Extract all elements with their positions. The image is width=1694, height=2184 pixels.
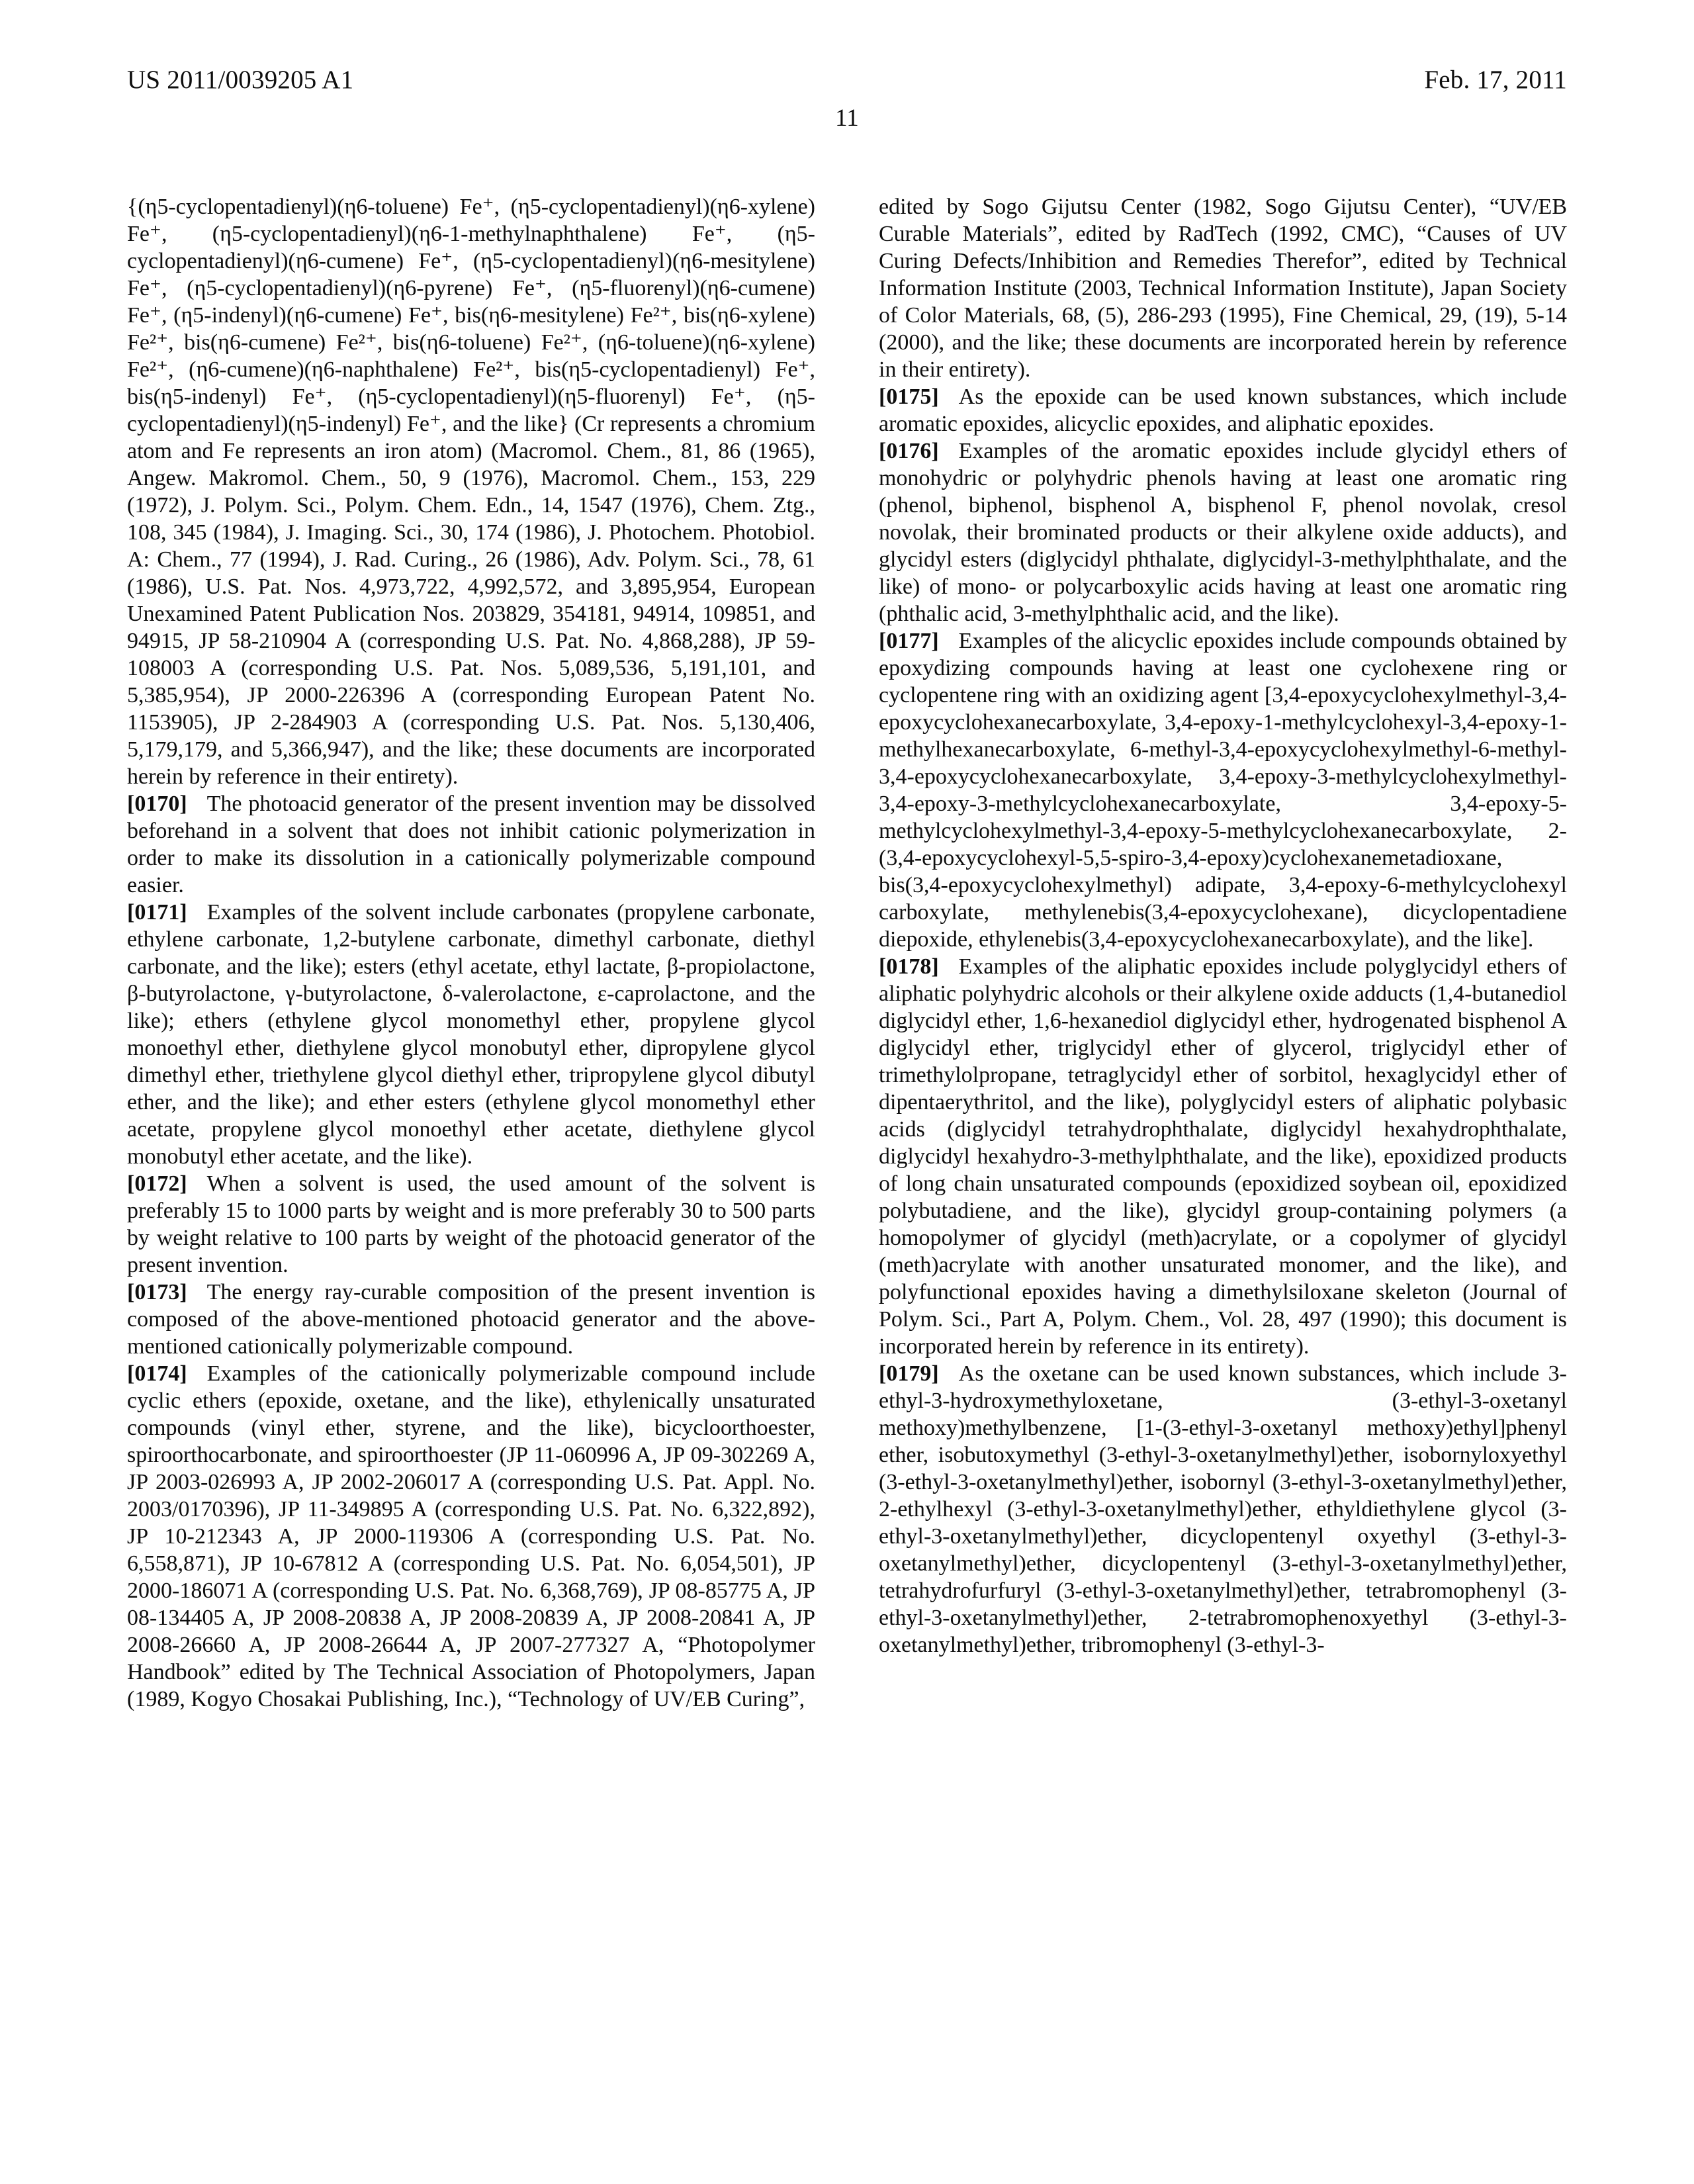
paragraph-number: [0179]: [879, 1361, 939, 1386]
paragraph: [0171] Examples of the solvent include carbonates (propylene carbonate, ethylene carbonate, 1,2-butylene carbonate, dimethyl carbonate, diethyl carbonate, and the like); esters (ethyl acetate, ethyl lactate, β-propiolactone, β-butyrolactone, γ-butyrolactone, δ-valerolactone, ε-caprolactone, and the like); ethers (ethylene glycol monomethyl ether, propylene glycol monoethyl ether, diethylene glycol monobutyl ether, dipropylene glycol dimethyl ether, triethylene glycol diethyl ether, tripropylene glycol dibutyl ether, and the like); and ether esters (ethylene glycol monomethyl ether acetate, propylene glycol monoethyl ether acetate, diethylene glycol monobutyl ether acetate, and the like).: [127, 900, 815, 1169]
right-column: [879, 193, 1567, 1713]
paragraph: [0175] As the epoxide can be used known substances, which include aromatic epoxides, alicyclic epoxides, and aliphatic epoxides.: [879, 385, 1567, 436]
paragraph-number: [0173]: [127, 1280, 187, 1304]
paragraph-continuation: {(η5-cyclopentadienyl)(η6-toluene) Fe⁺, (η5-cyclopentadienyl)(η6-xylene) Fe⁺, (η5-cyclopentadienyl)(η6-1-methylnaphthalene) Fe⁺, (η5-cyclopentadienyl)(η6-cumene) Fe⁺, (η5-cyclopentadienyl)(η6-mesitylene) Fe⁺, (η5-cyclopentadienyl)(η6-pyrene) Fe⁺, (η5-fluorenyl)(η6-cumene) Fe⁺, (η5-indenyl)(η6-cumene) Fe⁺, bis(η6-mesitylene) Fe²⁺, bis(η6-xylene) Fe²⁺, bis(η6-cumene) Fe²⁺, bis(η6-toluene) Fe²⁺, (η6-toluene)(η6-xylene) Fe²⁺, (η6-cumene)(η6-naphthalene) Fe²⁺, bis(η5-cyclopentadienyl) Fe⁺, bis(η5-indenyl) Fe⁺, (η5-cyclopentadienyl)(η5-fluorenyl) Fe⁺, (η5-cyclopentadienyl)(η5-indenyl) Fe⁺, and the like} (Cr represents a chromium atom and Fe represents an iron atom) (Macromol. Chem., 81, 86 (1965), Angew. Makromol. Chem., 50, 9 (1976), Macromol. Chem., 153, 229 (1972), J. Polym. Sci., Polym. Chem. Edn., 14, 1547 (1976), Chem. Ztg., 108, 345 (1984), J. Imaging. Sci., 30, 174 (1986), J. Photochem. Photobiol. A: Chem., 77 (1994), J. Rad. Curing., 26 (1986), Adv. Polym. Sci., 78, 61 (1986), U.S. Pat. Nos. 4,973,722, 4,992,572, and 3,895,954, European Unexamined Patent Publication Nos. 203829, 354181, 94914, 109851, and 94915, JP 58-210904 A (corresponding U.S. Pat. No. 4,868,288), JP 59-108003 A (corresponding U.S. Pat. Nos. 5,089,536, 5,191,101, and 5,385,954), JP 2000-226396 A (corresponding European Patent No. 1153905), JP 2-284903 A (corresponding U.S. Pat. Nos. 5,130,406, 5,179,179, and 5,366,947), and the like; these documents are incorporated herein by reference in their entirety).: [127, 195, 815, 789]
paragraph: [0179] As the oxetane can be used known substances, which include 3-ethyl-3-hydroxymethyloxetane, (3-ethyl-3-oxetanyl methoxy)methylbenzene, [1-(3-ethyl-3-oxetanyl methoxy)ethyl]phenyl ether, isobutoxymethyl (3-ethyl-3-oxetanylmethyl)ether, isobornyloxyethyl (3-ethyl-3-oxetanylmethyl)ether, isobornyl (3-ethyl-3-oxetanylmethyl)ether, 2-ethylhexyl (3-ethyl-3-oxetanylmethyl)ether, ethyldiethylene glycol (3-ethyl-3-oxetanylmethyl)ether, dicyclopentenyl oxyethyl (3-ethyl-3-oxetanylmethyl)ether, dicyclopentenyl (3-ethyl-3-oxetanylmethyl)ether, tetrahydrofurfuryl (3-ethyl-3-oxetanylmethyl)ether, tetrabromophenyl (3-ethyl-3-oxetanylmethyl)ether, 2-tetrabromophenoxyethyl (3-ethyl-3-oxetanylmethyl)ether, tribromophenyl (3-ethyl-3-: [879, 1361, 1567, 1657]
paragraph: [0176] Examples of the aromatic epoxides include glycidyl ethers of monohydric or polyhydric phenols having at least one aromatic ring (phenol, biphenol, bisphenol A, bisphenol F, phenol novolak, cresol novolak, their brominated products or their alkylene oxide adducts), and glycidyl esters (diglycidyl phthalate, diglycidyl-3-methylphthalate, and the like) of mono- or polycarboxylic acids having at least one aromatic ring (phthalic acid, 3-methylphthalic acid, and the like).: [879, 439, 1567, 626]
page-number: 11: [835, 105, 859, 132]
paragraph-continuation: edited by Sogo Gijutsu Center (1982, Sogo Gijutsu Center), “UV/EB Curable Materials”, edited by RadTech (1992, CMC), “Causes of UV Curing Defects/Inhibition and Remedies Therefor”, edited by Technical Information Institute (2003, Technical Information Institute), Japan Society of Color Materials, 68, (5), 286-293 (1995), Fine Chemical, 29, (19), 5-14 (2000), and the like; these documents are incorporated herein by reference in their entirety).: [879, 195, 1567, 382]
page-header: [127, 65, 1567, 95]
paragraph-number: [0176]: [879, 439, 939, 463]
paragraph: [0172] When a solvent is used, the used amount of the solvent is preferably 15 to 1000 parts by weight and is more preferably 30 to 500 parts by weight relative to 100 parts by weight of the photoacid generator of the present invention.: [127, 1171, 815, 1277]
left-column: [127, 193, 815, 1713]
paragraph: [0173] The energy ray-curable composition of the present invention is composed of the above-mentioned photoacid generator and the above-mentioned cationically polymerizable compound.: [127, 1280, 815, 1359]
paragraph: [0170] The photoacid generator of the present invention may be dissolved beforehand in a solvent that does not inhibit cationic polymerization in order to make its dissolution in a cationically polymerizable compound easier.: [127, 792, 815, 897]
paragraph-number: [0175]: [879, 385, 939, 409]
paragraph: [0177] Examples of the alicyclic epoxides include compounds obtained by epoxydizing compounds having at least one cyclohexene ring or cyclopentene ring with an oxidizing agent [3,4-epoxycyclohexylmethyl-3,4-epoxycyclohexanecarboxylate, 3,4-epoxy-1-methylcyclohexyl-3,4-epoxy-1-methylhexanecarboxylate, 6-methyl-3,4-epoxycyclohexylmethyl-6-methyl-3,4-epoxycyclohexanecarboxylate, 3,4-epoxy-3-methylcyclohexylmethyl-3,4-epoxy-3-methylcyclohexanecarboxylate, 3,4-epoxy-5-methylcyclohexylmethyl-3,4-epoxy-5-methylcyclohexanecarboxylate, 2-(3,4-epoxycyclohexyl-5,5-spiro-3,4-epoxy)cyclohexanemetadioxane, bis(3,4-epoxycyclohexylmethyl) adipate, 3,4-epoxy-6-methylcyclohexyl carboxylate, methylenebis(3,4-epoxycyclohexane), dicyclopentadiene diepoxide, ethylenebis(3,4-epoxycyclohexanecarboxylate), and the like].: [879, 629, 1567, 952]
paragraph-number: [0172]: [127, 1171, 187, 1196]
patent-number: US 2011/0039205 A1: [127, 66, 354, 94]
paragraph: [0174] Examples of the cationically polymerizable compound include cyclic ethers (epoxide, oxetane, and the like), ethylenically unsaturated compounds (vinyl ether, styrene, and the like), bicycloorthoester, spiroorthocarbonate, and spiroorthoester (JP 11-060996 A, JP 09-302269 A, JP 2003-026993 A, JP 2002-206017 A (corresponding U.S. Pat. Appl. No. 2003/0170396), JP 11-349895 A (corresponding U.S. Pat. No. 6,322,892), JP 10-212343 A, JP 2000-119306 A (corresponding U.S. Pat. No. 6,558,871), JP 10-67812 A (corresponding U.S. Pat. No. 6,054,501), JP 2000-186071 A (corresponding U.S. Pat. No. 6,368,769), JP 08-85775 A, JP 08-134405 A, JP 2008-20838 A, JP 2008-20839 A, JP 2008-20841 A, JP 2008-26660 A, JP 2008-26644 A, JP 2007-277327 A, “Photopolymer Handbook” edited by The Technical Association of Photopolymers, Japan (1989, Kogyo Chosakai Publishing, Inc.), “Technology of UV/EB Curing”,: [127, 1361, 815, 1711]
document-body: [127, 193, 1567, 1713]
paragraph-number: [0170]: [127, 792, 187, 816]
publication-date: Feb. 17, 2011: [1424, 66, 1567, 94]
paragraph-number: [0171]: [127, 900, 187, 925]
paragraph-number: [0177]: [879, 629, 939, 653]
paragraph-number: [0174]: [127, 1361, 187, 1386]
paragraph: [0178] Examples of the aliphatic epoxides include polyglycidyl ethers of aliphatic polyhydric alcohols or their alkylene oxide adducts (1,4-butanediol diglycidyl ether, 1,6-hexanediol diglycidyl ether, hydrogenated bisphenol A diglycidyl ether, triglycidyl ether of glycerol, triglycidyl ether of trimethylolpropane, tetraglycidyl ether of sorbitol, hexaglycidyl ether of dipentaerythritol, and the like), polyglycidyl esters of aliphatic polybasic acids (diglycidyl tetrahydrophthalate, diglycidyl hexahydrophthalate, diglycidyl hexahydro-3-methylphthalate, and the like), epoxidized products of long chain unsaturated compounds (epoxidized soybean oil, epoxidized polybutadiene, and the like), glycidyl group-containing polymers (a homopolymer of glycidyl (meth)acrylate, or a copolymer of glycidyl (meth)acrylate with another unsaturated monomer, and the like), and polyfunctional epoxides having a dimethylsiloxane skeleton (Journal of Polym. Sci., Part A, Polym. Chem., Vol. 28, 497 (1990); this document is incorporated herein by reference in its entirety).: [879, 954, 1567, 1359]
paragraph-number: [0178]: [879, 954, 939, 979]
